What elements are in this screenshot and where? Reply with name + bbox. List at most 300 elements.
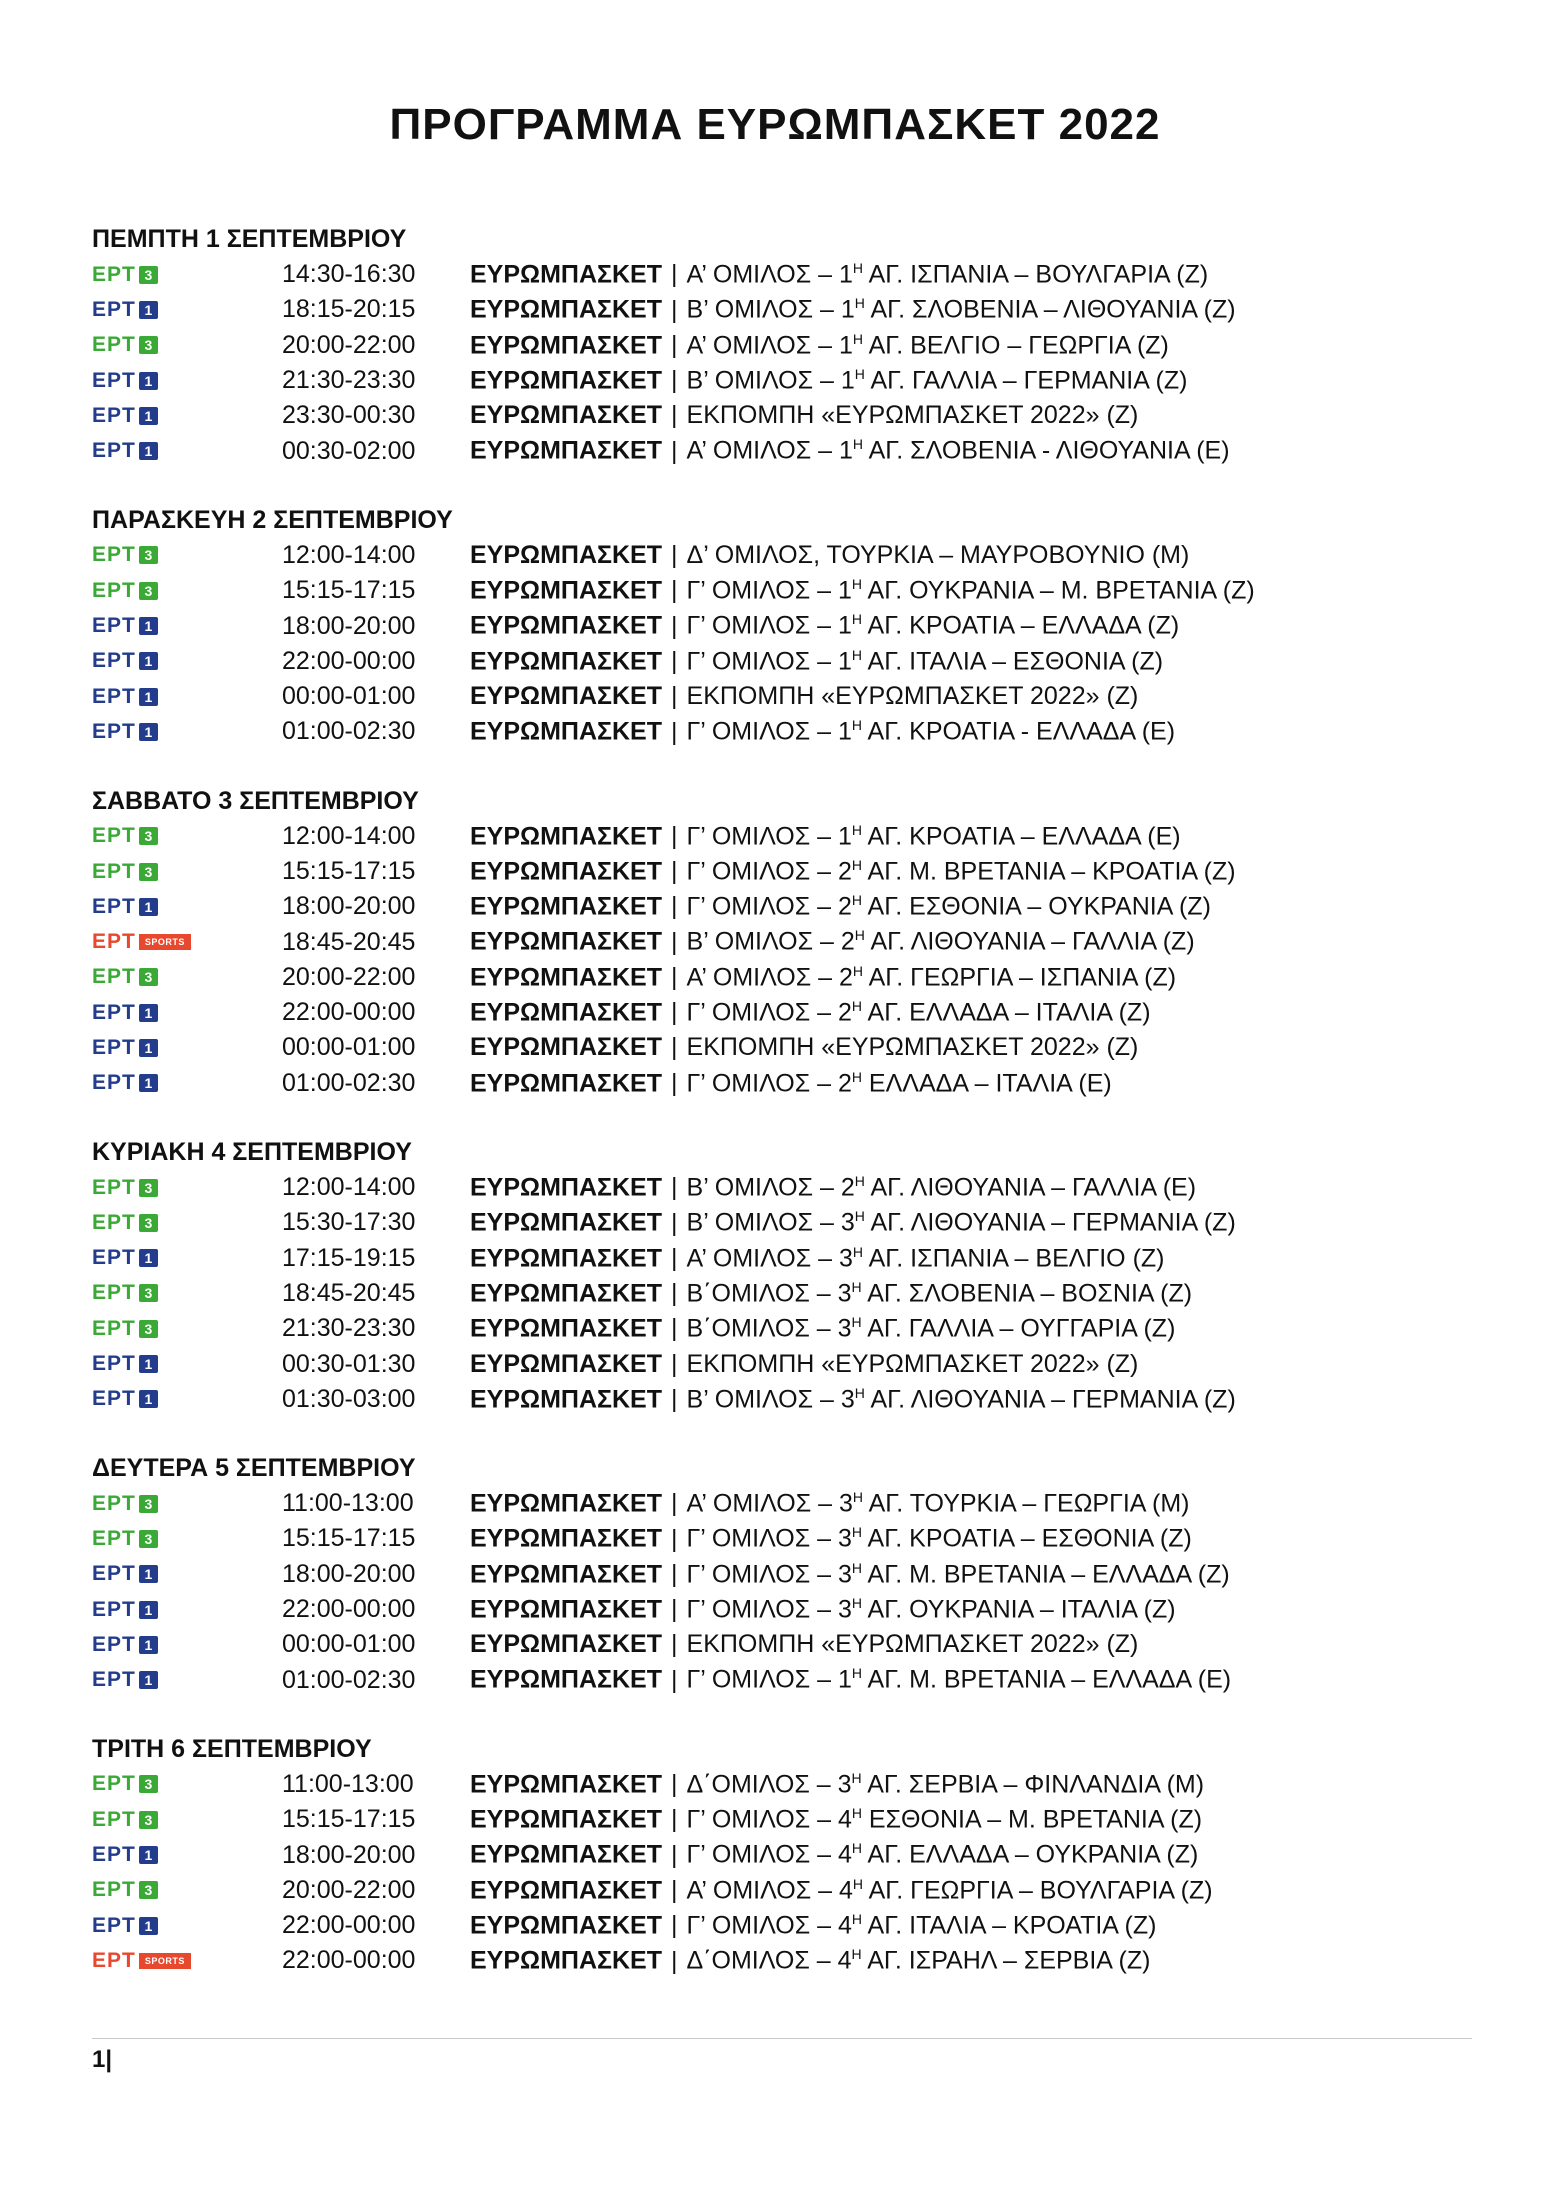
schedule-row [92,292,1392,327]
broadcast-description [470,576,1255,605]
match-text: ΕΚΠΟΜΠΗ «ΕΥΡΩΜΠΑΣΚΕΤ 2022» (Ζ) [686,401,1139,430]
channel-logo [92,1248,282,1268]
show-name: ΕΥΡΩΜΠΑΣΚΕΤ [470,717,663,746]
broadcast-time: 01:00-02:30 [282,1665,416,1694]
day-section [92,503,1392,750]
channel-mark: 1 [139,1636,158,1654]
schedule-row [92,1943,1392,1978]
broadcast-time: 22:00-00:00 [282,1595,416,1624]
round-superscript: Η [852,436,864,453]
match-text: Α’ ΟΜΙΛΟΣ – 3 [686,1243,853,1272]
channel-brand-text: ΕΡΤ [92,1175,136,1199]
broadcast-description [470,717,1175,746]
channel-brand-text: ΕΡΤ [92,1491,136,1515]
channel-logo [92,1210,282,1234]
channel-badge [92,368,158,392]
broadcast-time: 01:30-03:00 [282,1384,416,1413]
channel-brand-text: ΕΡΤ [92,1913,136,1937]
show-name: ΕΥΡΩΜΠΑΣΚΕΤ [470,1385,663,1414]
channel-mark: 3 [139,1530,158,1548]
channel-badge [92,1807,158,1831]
footer-divider [92,2038,1472,2039]
broadcast-time: 15:15-17:15 [282,857,416,885]
channel-logo [92,1316,282,1340]
match-text-rest: ΑΓ. ΕΣΘΟΝΙΑ – ΟΥΚΡΑΝΙΑ (Ζ) [861,892,1211,921]
broadcast-description [470,963,1176,992]
channel-mark: 1 [139,1249,158,1267]
match-text: ΕΚΠΟΜΠΗ «ΕΥΡΩΜΠΑΣΚΕΤ 2022» (Ζ) [686,1349,1139,1378]
separator: | [671,1524,678,1553]
round-superscript: Η [854,1384,865,1401]
broadcast-time: 18:45-20:45 [282,927,416,956]
match-text-rest: ΑΓ. ΒΕΛΓΙΟ – ΓΕΩΡΓΙΑ (Ζ) [863,330,1169,359]
match-text-rest: ΑΓ. ΤΟΥΡΚΙΑ – ΓΕΩΡΓΙΑ (Μ) [863,1489,1190,1518]
broadcast-time: 01:00-02:30 [282,717,416,746]
channel-mark: 1 [139,442,158,460]
channel-badge [92,616,158,636]
broadcast-time: 20:00-22:00 [282,330,416,359]
round-superscript: Η [854,1172,865,1189]
channel-mark: 1 [139,1671,158,1689]
broadcast-description [470,927,1195,956]
schedule-row [92,960,1392,995]
round-superscript: Η [851,1805,862,1822]
round-superscript: Η [851,1068,862,1085]
channel-mark: 3 [139,1495,158,1513]
channel-badge [92,826,158,846]
separator: | [671,1173,678,1202]
channel-badge [92,1845,158,1865]
schedule-row [92,398,1392,433]
broadcast-time: 22:00-00:00 [282,646,416,675]
separator: | [671,1243,678,1272]
match-text-rest: ΑΓ. ΣΛΟΒΕΝΙΑ – ΒΟΣΝΙΑ (Ζ) [861,1279,1193,1308]
channel-mark: 1 [139,652,158,670]
round-superscript: Η [851,1910,862,1927]
show-name: ΕΥΡΩΜΠΑΣΚΕΤ [470,1349,663,1378]
channel-logo [92,1000,282,1024]
broadcast-time: 18:45-20:45 [282,1278,416,1307]
separator: | [671,330,678,359]
match-text-rest: ΑΓ. ΙΣΠΑΝΙΑ – ΒΕΛΓΙΟ (Ζ) [863,1243,1165,1272]
channel-mark: 1 [139,372,158,390]
round-superscript: Η [851,1594,862,1611]
separator: | [671,963,678,992]
separator: | [671,260,678,289]
round-superscript: Η [851,576,862,593]
channel-mark: 3 [139,1775,158,1793]
separator: | [671,1876,678,1904]
schedule-row [92,573,1392,608]
show-name: ΕΥΡΩΜΠΑΣΚΕΤ [470,1946,663,1975]
channel-badge [92,1389,158,1409]
schedule-row [92,1241,1392,1276]
show-name: ΕΥΡΩΜΠΑΣΚΕΤ [470,1595,663,1624]
broadcast-description [470,857,1236,886]
channel-logo [92,403,282,427]
match-text-rest: ΑΓ. ΓΑΛΛΙΑ – ΓΕΡΜΑΝΙΑ (Ζ) [864,366,1188,395]
channel-mark: 3 [139,266,158,284]
schedule-row [92,257,1392,292]
round-superscript: Η [851,1665,862,1682]
channel-brand-text: ΕΡΤ [92,859,136,883]
match-text-rest: ΕΣΘΟΝΙΑ – Μ. ΒΡΕΤΑΝΙΑ (Ζ) [861,1805,1203,1834]
day-heading: ΤΡΙΤΗ 6 ΣΕΠΤΕΜΒΡΙΟΥ [92,1734,372,1763]
show-name: ΕΥΡΩΜΠΑΣΚΕΤ [470,1770,663,1799]
channel-brand-text: ΕΡΤ [92,1281,136,1305]
match-text-rest: ΑΓ. ΕΛΛΑΔΑ – ΙΤΑΛΙΑ (Ζ) [861,998,1151,1027]
match-text: Γ’ ΟΜΙΛΟΣ – 3 [686,1524,852,1553]
show-name: ΕΥΡΩΜΠΑΣΚΕΤ [470,330,663,359]
schedule-row [92,995,1392,1030]
channel-logo [92,1354,282,1374]
broadcast-description [470,1489,1190,1518]
channel-logo [92,1670,282,1690]
channel-mark: 3 [139,336,158,354]
channel-brand-text: ΕΡΤ [92,1316,136,1340]
channel-brand-text: ΕΡΤ [92,649,136,673]
match-text-rest: ΑΓ. ΓΕΩΡΓΙΑ – ΙΣΠΑΝΙΑ (Ζ) [863,963,1177,992]
broadcast-description [470,682,1138,711]
day-rows [92,257,1392,469]
schedule-row [92,819,1392,854]
channel-badge [92,894,158,918]
show-name: ΕΥΡΩΜΠΑΣΚΕΤ [470,821,663,850]
channel-brand-text: ΕΡΤ [92,262,136,286]
schedule-row [92,644,1392,679]
broadcast-description [470,892,1211,921]
channel-logo [92,297,282,321]
channel-brand-text: ΕΡΤ [92,684,136,708]
match-text-rest: ΑΓ. ΚΡΟΑΤΙΑ – ΕΛΛΑΔΑ (Ζ) [861,611,1180,640]
channel-logo [92,616,282,636]
show-name: ΕΥΡΩΜΠΑΣΚΕΤ [470,998,663,1027]
match-text: Α’ ΟΜΙΛΟΣ – 4 [686,1876,853,1904]
round-superscript: Η [851,821,862,838]
channel-logo [92,826,282,846]
broadcast-time: 17:15-19:15 [282,1243,416,1272]
separator: | [671,1349,678,1378]
broadcast-description [470,1069,1112,1098]
channel-badge [92,932,191,952]
separator: | [671,1911,678,1940]
separator: | [671,1068,678,1097]
match-text-rest: ΑΓ. ΙΣΠΑΝΙΑ – ΒΟΥΛΓΑΡΙΑ (Ζ) [863,260,1209,289]
schedule-row [92,854,1392,889]
show-name: ΕΥΡΩΜΠΑΣΚΕΤ [470,1279,663,1308]
day-rows [92,1486,1392,1698]
match-text: Γ’ ΟΜΙΛΟΣ – 2 [686,892,852,921]
schedule-row [92,1592,1392,1627]
match-text-rest: ΑΓ. ΙΤΑΛΙΑ – ΕΣΘΟΝΙΑ (Ζ) [861,646,1164,675]
schedule-row [92,1837,1392,1872]
broadcast-description [470,1665,1231,1694]
channel-brand-text: ΕΡΤ [92,1352,136,1376]
channel-brand-text: ΕΡΤ [92,1000,136,1024]
channel-badge [92,1354,158,1374]
channel-badge [92,1283,158,1303]
round-superscript: Η [852,259,864,276]
broadcast-description [470,1208,1236,1237]
round-superscript: Η [852,1489,864,1505]
channel-brand-text: ΕΡΤ [92,1843,136,1867]
round-superscript: Η [854,927,865,944]
channel-badge [92,578,158,602]
schedule-row [92,538,1392,573]
broadcast-description [470,1560,1230,1589]
match-text: Β’ ΟΜΙΛΟΣ – 1 [686,295,855,324]
channel-brand-text: ΕΡΤ [92,1597,136,1621]
show-name: ΕΥΡΩΜΠΑΣΚΕΤ [470,436,663,465]
broadcast-description [470,1595,1176,1624]
match-text: Β’ ΟΜΙΛΟΣ – 1 [686,366,855,395]
show-name: ΕΥΡΩΜΠΑΣΚΕΤ [470,1314,663,1343]
match-text-rest: ΑΓ. ΓΕΩΡΓΙΑ – ΒΟΥΛΓΑΡΙΑ (Ζ) [863,1876,1213,1904]
channel-brand-text: ΕΡΤ [92,824,136,848]
broadcast-time: 18:00-20:00 [282,1840,416,1869]
channel-logo [92,262,282,286]
day-section [92,784,1392,1101]
channel-logo [92,1175,282,1199]
show-name: ΕΥΡΩΜΠΑΣΚΕΤ [470,1840,663,1869]
match-text: Γ’ ΟΜΙΛΟΣ – 4 [686,1805,852,1834]
day-section [92,1451,1392,1698]
match-text-rest: ΑΓ. ΟΥΚΡΑΝΙΑ – Μ. ΒΡΕΤΑΝΙΑ (Ζ) [861,576,1255,605]
schedule-row [92,1627,1392,1662]
page-title: ΠΡΟΓΡΑΜΜΑ ΕΥΡΩΜΠΑΣΚΕΤ 2022 [389,100,1161,149]
round-superscript: Η [851,1278,862,1295]
show-name: ΕΥΡΩΜΠΑΣΚΕΤ [470,1630,663,1659]
broadcast-description [470,1524,1192,1553]
channel-mark: SPORTS [139,934,191,950]
channel-brand-text: ΕΡΤ [92,403,136,427]
show-name: ΕΥΡΩΜΠΑΣΚΕΤ [470,1243,663,1272]
broadcast-time: 21:30-23:30 [282,366,416,395]
channel-logo [92,1073,282,1093]
channel-logo [92,894,282,918]
channel-logo [92,1948,282,1972]
match-text: Γ’ ΟΜΙΛΟΣ – 1 [686,821,852,850]
day-heading: ΣΑΒΒΑΤΟ 3 ΣΕΠΤΕΜΒΡΙΟΥ [92,786,419,815]
match-text: Γ’ ΟΜΙΛΟΣ – 2 [686,1068,852,1097]
channel-brand-text: ΕΡΤ [92,1807,136,1831]
match-text-rest: ΑΓ. ΚΡΟΑΤΙΑ – ΕΣΘΟΝΙΑ (Ζ) [861,1524,1192,1553]
schedule-row [92,1521,1392,1556]
day-section [92,1135,1392,1417]
schedule-row [92,1276,1392,1311]
match-text-rest: ΑΓ. ΙΤΑΛΙΑ – ΚΡΟΑΤΙΑ (Ζ) [861,1911,1157,1940]
broadcast-time: 00:30-02:00 [282,436,416,465]
channel-logo [92,1913,282,1937]
channel-brand-text: ΕΡΤ [92,368,136,392]
channel-brand-text: ΕΡΤ [92,543,136,567]
channel-brand-text: ΕΡΤ [92,1526,136,1550]
separator: | [671,1665,678,1694]
show-name: ΕΥΡΩΜΠΑΣΚΕΤ [470,1876,663,1904]
show-name: ΕΥΡΩΜΠΑΣΚΕΤ [470,576,663,605]
broadcast-description [470,366,1187,395]
show-name: ΕΥΡΩΜΠΑΣΚΕΤ [470,1068,663,1097]
broadcast-time: 14:30-16:30 [282,260,416,289]
channel-mark: 3 [139,827,158,845]
separator: | [671,1805,678,1834]
broadcast-time: 22:00-00:00 [282,1911,416,1940]
channel-logo [92,967,282,987]
round-superscript: Η [851,717,862,734]
show-name: ΕΥΡΩΜΠΑΣΚΕΤ [470,540,663,569]
show-name: ΕΥΡΩΜΠΑΣΚΕΤ [470,892,663,921]
show-name: ΕΥΡΩΜΠΑΣΚΕΤ [470,1524,663,1553]
separator: | [671,682,678,711]
match-text: Δ’ ΟΜΙΛΟΣ, ΤΟΥΡΚΙΑ – ΜΑΥΡΟΒΟΥΝΙΟ (Μ) [686,540,1190,569]
schedule-row [92,1486,1392,1521]
broadcast-description [470,647,1163,676]
channel-badge [92,297,158,321]
round-superscript: Η [854,1208,865,1225]
channel-badge [92,262,158,286]
channel-badge [92,859,158,883]
channel-mark: 1 [139,1355,158,1373]
match-text: ΕΚΠΟΜΠΗ «ΕΥΡΩΜΠΑΣΚΕΤ 2022» (Ζ) [686,1033,1139,1062]
round-superscript: Η [851,1524,862,1541]
channel-brand-text: ΕΡΤ [92,333,136,357]
channel-logo [92,1035,282,1059]
broadcast-time: 12:00-14:00 [282,1173,416,1202]
broadcast-description [470,1805,1202,1834]
separator: | [671,1840,678,1869]
match-text-rest: ΑΓ. ΚΡΟΑΤΙΑ – ΕΛΛΑΔΑ (Ε) [861,821,1181,850]
match-text: Β’ ΟΜΙΛΟΣ – 2 [686,927,855,956]
channel-mark: 3 [139,968,158,986]
match-text: Γ’ ΟΜΙΛΟΣ – 1 [686,646,852,675]
broadcast-description [470,1033,1138,1062]
channel-badge [92,1175,158,1199]
channel-logo [92,368,282,392]
channel-brand-text: ΕΡΤ [92,930,136,954]
channel-mark: 3 [139,1811,158,1829]
channel-brand-text: ΕΡΤ [92,1210,136,1234]
channel-brand-text: ΕΡΤ [92,719,136,743]
schedule-row [92,714,1392,749]
show-name: ΕΥΡΩΜΠΑΣΚΕΤ [470,260,663,289]
match-text: Δ΄ΟΜΙΛΟΣ – 3 [686,1770,852,1799]
channel-mark: 1 [139,617,158,635]
broadcast-time: 21:30-23:30 [282,1314,416,1343]
channel-mark: 3 [139,1881,158,1899]
channel-brand-text: ΕΡΤ [92,1878,136,1902]
broadcast-description [470,295,1236,324]
broadcast-time: 11:00-13:00 [282,1769,414,1798]
day-heading: ΠΕΜΠΤΗ 1 ΣΕΠΤΕΜΒΡΙΟΥ [92,225,407,253]
separator: | [671,366,678,395]
show-name: ΕΥΡΩΜΠΑΣΚΕΤ [470,1805,663,1834]
schedule-row [92,1170,1392,1205]
broadcast-time: 23:30-00:30 [282,401,416,430]
day-heading: ΚΥΡΙΑΚΗ 4 ΣΕΠΤΕΜΒΡΙΟΥ [92,1137,412,1166]
match-text-rest: ΑΓ. Μ. ΒΡΕΤΑΝΙΑ – ΚΡΟΑΤΙΑ (Ζ) [861,857,1236,886]
channel-logo [92,578,282,602]
separator: | [671,892,678,921]
broadcast-description [470,998,1151,1027]
round-superscript: Η [851,611,862,628]
broadcast-time: 22:00-00:00 [282,1946,416,1975]
show-name: ΕΥΡΩΜΠΑΣΚΕΤ [470,927,663,956]
separator: | [671,1489,678,1518]
show-name: ΕΥΡΩΜΠΑΣΚΕΤ [470,366,663,395]
channel-mark: 3 [139,1320,158,1338]
separator: | [671,1630,678,1659]
channel-badge [92,1670,158,1690]
broadcast-description [470,1314,1175,1343]
match-text: Β’ ΟΜΙΛΟΣ – 2 [686,1173,855,1202]
channel-badge [92,684,158,708]
channel-brand-text: ΕΡΤ [92,1632,136,1656]
broadcast-time: 01:00-02:30 [282,1068,416,1097]
broadcast-time: 15:30-17:30 [282,1208,416,1237]
channel-mark: 3 [139,1284,158,1302]
schedule-row [92,1346,1392,1381]
channel-logo [92,1526,282,1550]
show-name: ΕΥΡΩΜΠΑΣΚΕΤ [470,611,663,640]
round-superscript: Η [852,1243,864,1260]
match-text: Δ΄ΟΜΙΛΟΣ – 4 [686,1946,852,1975]
separator: | [671,717,678,746]
channel-logo [92,1389,282,1409]
separator: | [671,1559,678,1588]
match-text-rest: ΑΓ. ΓΑΛΛΙΑ – ΟΥΓΓΑΡΙΑ (Ζ) [861,1314,1176,1343]
channel-brand-text: ΕΡΤ [92,439,136,463]
separator: | [671,576,678,605]
broadcast-time: 11:00-13:00 [282,1489,414,1518]
broadcast-description [470,1770,1204,1799]
day-rows [92,538,1392,750]
channel-mark: 3 [139,1214,158,1232]
channel-brand-text: ΕΡΤ [92,1071,136,1095]
separator: | [671,998,678,1027]
separator: | [671,1770,678,1799]
round-superscript: Η [851,1769,862,1786]
channel-brand-text: ΕΡΤ [92,1035,136,1059]
channel-mark: 1 [139,301,158,319]
separator: | [671,540,678,569]
channel-logo [92,859,282,883]
channel-badge [92,1564,158,1584]
channel-badge [92,1316,158,1340]
separator: | [671,927,678,956]
channel-badge [92,1035,158,1059]
match-text: Γ’ ΟΜΙΛΟΣ – 3 [686,1559,852,1588]
channel-mark: 1 [139,1390,158,1408]
channel-brand-text: ΕΡΤ [92,297,136,321]
match-text-rest: ΑΓ. Μ. ΒΡΕΤΑΝΙΑ – ΕΛΛΑΔΑ (Ζ) [861,1559,1230,1588]
channel-mark: 1 [139,1601,158,1619]
broadcast-description [470,1630,1138,1659]
broadcast-description [470,822,1181,851]
round-superscript: Η [851,892,862,909]
broadcast-time: 20:00-22:00 [282,962,416,991]
broadcast-time: 18:00-20:00 [282,892,416,921]
channel-badge [92,1526,158,1550]
channel-mark: 1 [139,1039,158,1057]
match-text: Β΄ΟΜΙΛΟΣ – 3 [686,1279,852,1308]
channel-mark: 1 [139,1004,158,1022]
separator: | [671,1033,678,1062]
day-rows [92,1170,1392,1417]
channel-mark: 1 [139,688,158,706]
channel-brand-text: ΕΡΤ [92,1772,136,1796]
match-text-rest: ΑΓ. ΣΕΡΒΙΑ – ΦΙΝΛΑΝΔΙΑ (Μ) [861,1770,1205,1799]
channel-logo [92,1807,282,1831]
